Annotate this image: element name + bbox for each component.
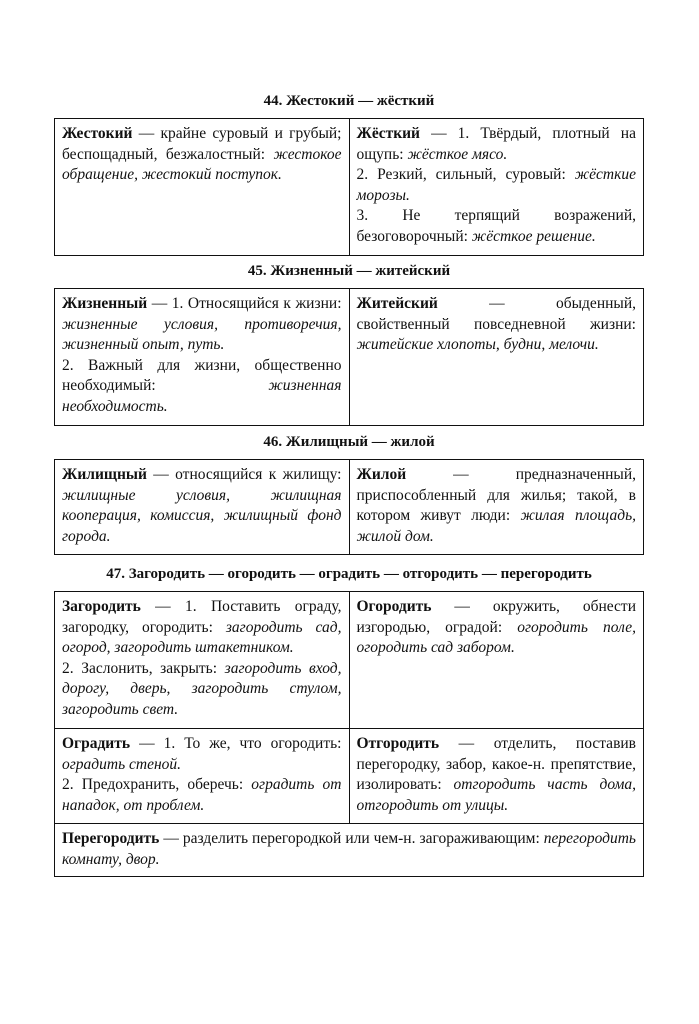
entry-table-45 [54,288,644,426]
definition-text: 2. Предохранить, оберечь: [62,776,252,793]
entry-table-44 [54,118,644,256]
term-zhiznenny: Жизненный [62,295,148,312]
definition-cell-zhilishchny [55,460,350,555]
usage-example: жизненная необходимость. [62,377,342,415]
definition-text: 2. Важный для жизни, общественно необходимый: [62,356,342,394]
definition-text: — крайне суровый и грубый; беспощадный, безжалостный: [62,125,342,163]
definition-text: — относящийся к жилищу: [146,466,342,483]
definition-cell-peregorodit [55,824,644,877]
term-zagorodit: Загородить [62,598,141,615]
entry-heading-45: 45. Жизненный — житейский [247,263,451,279]
definition-text: 2. Резкий, сильный, суровый: [356,166,575,183]
term-ogorodit: Огородить [356,598,432,615]
definition-text: — обыденный, свойственный повседневной жизни: [356,295,636,333]
usage-example: жёсткое мясо. [407,145,508,163]
term-zhiloy: Жилой [356,466,407,483]
usage-example: жёсткое решение. [471,227,596,245]
definition-text: — окружить, обнести изгородью, оградой: [356,598,636,636]
usage-example: жестокое обращение, жестокий поступок. [62,145,342,183]
entry-heading-47: 47. Загородить — огородить — оградить — отгородить — перегородить [106,566,592,582]
entry-table-47 [54,591,644,877]
definition-cell-zagorodit [55,592,350,729]
definition-text: — разделить перегородкой или чем-н. загораживающим: [159,830,544,847]
usage-example: жёсткие морозы. [356,166,636,204]
usage-example: жилищные условия, жилищная кооперация, комиссия, жилищный фонд города. [62,486,342,545]
definition-cell-zhiteyskiy [349,289,644,426]
usage-example: оградить от нападок, от проблем. [62,776,342,814]
term-zhestokiy: Жестокий [62,125,133,142]
definition-cell-zhiznenny [55,289,350,426]
definition-text: 2. Заслонить, закрыть: [62,659,225,677]
definition-text: — 1. Поставить ограду, загородку, огородить: [62,598,342,636]
usage-example: жилая площадь, жилой дом. [356,507,636,545]
definition-cell-zhestokiy [55,119,350,256]
usage-example: жизненные условия, противоречия, жизненный опыт, путь. [62,315,342,353]
usage-example: огородить поле, огородить сад забором. [356,618,637,656]
usage-example: житейские хлопоты, будни, мелочи. [356,336,599,353]
term-otgorodit: Отгородить [356,735,440,752]
definition-text: — 1. Твёрдый, плотный на ощупь: [356,125,636,163]
usage-example: загородить вход, дорогу, дверь, загородить стулом, загородить свет. [62,659,342,718]
entry-heading-44: 44. Жестокий — жёсткий [263,93,435,109]
definition-cell-ogradit [55,729,350,824]
usage-example: оградить стеной. [62,755,182,773]
definition-text: — 1. Относящийся к жизни: [147,295,342,312]
definition-cell-otgorodit [349,729,644,824]
definition-text: 3. Не терпящий возражений, безоговорочный: [356,207,636,245]
term-zhyostkiy: Жёсткий [356,125,420,142]
entry-heading-46: 46. Жилищный — жилой [263,434,435,450]
entry-table-46 [54,459,644,555]
term-zhilishchny: Жилищный [62,466,147,483]
term-peregorodit: Перегородить [62,830,160,847]
usage-example: отгородить часть дома, отгородить от улицы. [356,776,636,814]
definition-cell-ogorodit [349,592,644,729]
usage-example: перегородить комнату, двор. [62,830,636,868]
term-ogradit: Оградить [62,735,131,752]
definition-text: — отделить, поставив перегородку, забор, какое-н. препятствие, изолировать: [356,735,636,793]
definition-text: — предназначенный, приспособленный для жилья; такой, в котором живут люди: [356,466,636,524]
term-zhiteyskiy: Житейский [356,295,438,312]
definition-cell-zhiloy [349,460,644,555]
definition-text: — 1. То же, что огородить: [130,735,342,752]
usage-example: загородить сад, огород, загородить штакетником. [62,618,342,656]
definition-cell-zhyostkiy [349,119,644,256]
